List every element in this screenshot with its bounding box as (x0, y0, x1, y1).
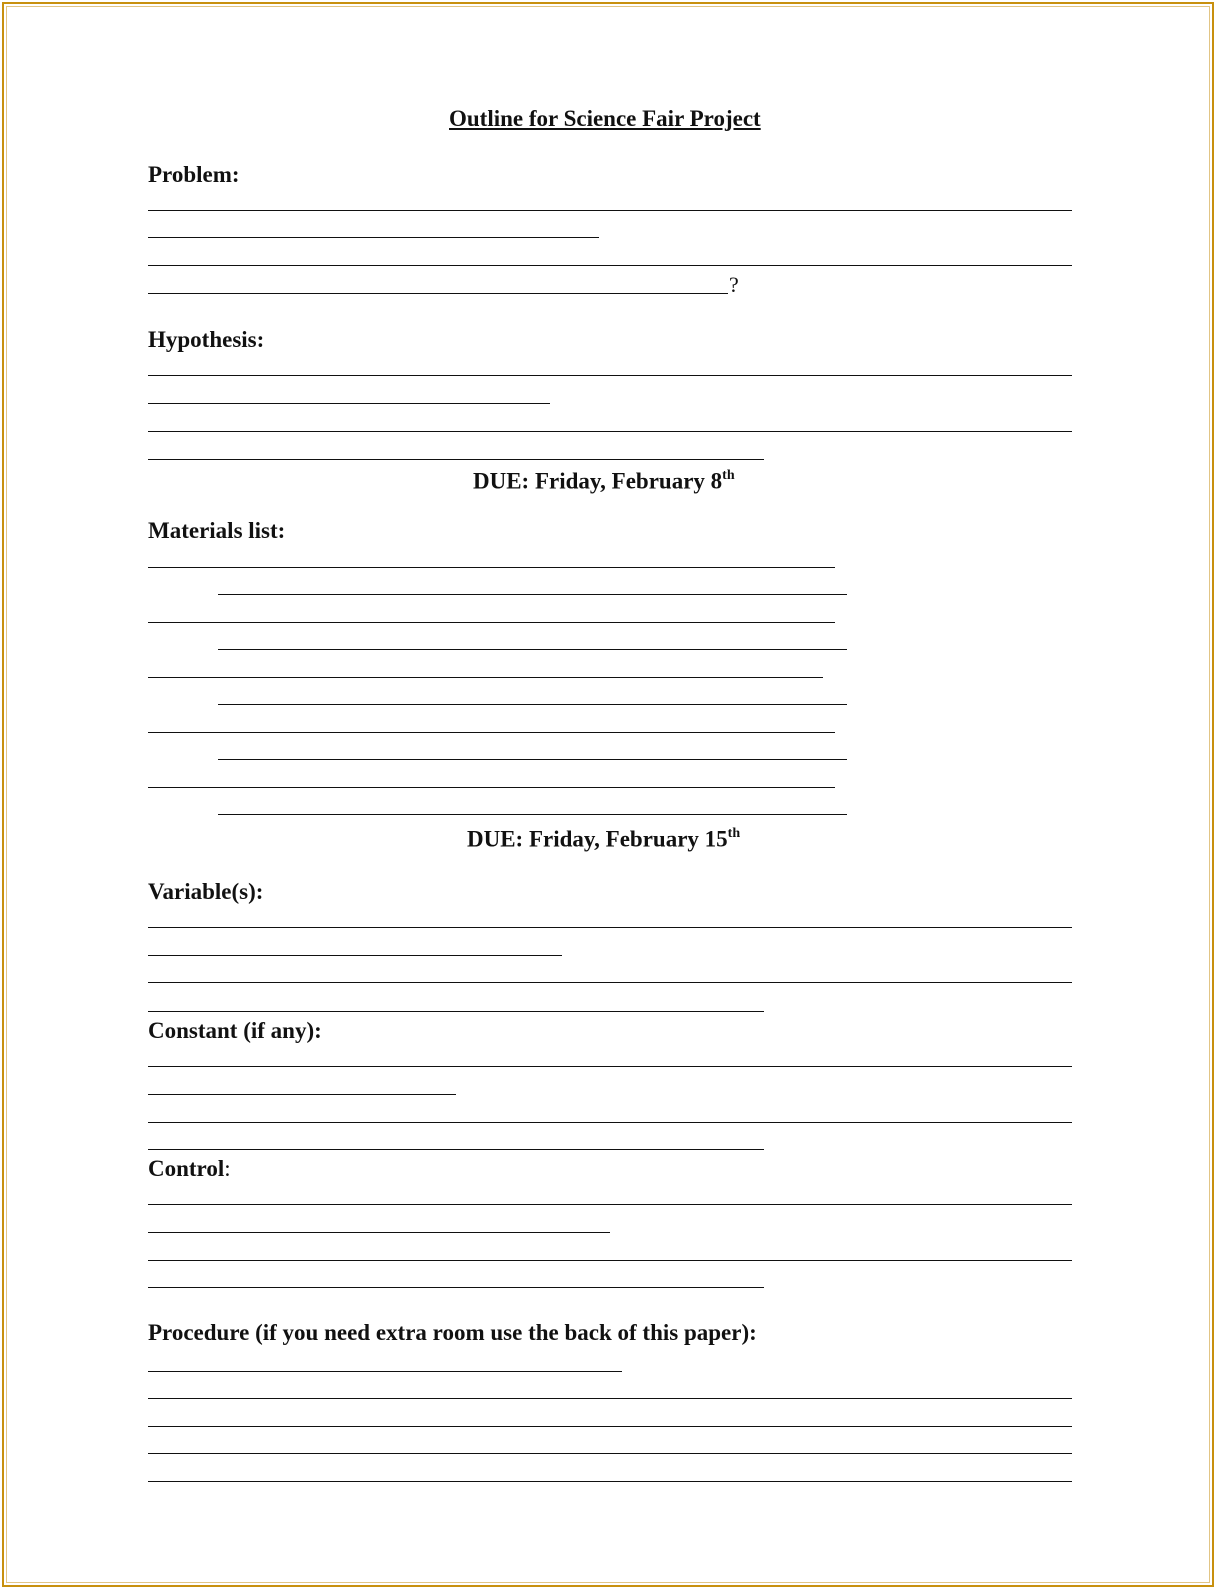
procedure-line-3[interactable] (148, 1426, 1072, 1427)
variables-line-3[interactable] (148, 982, 1072, 983)
problem-line-3[interactable] (148, 265, 1072, 266)
materials-line-8[interactable] (218, 759, 847, 760)
materials-line-4[interactable] (218, 649, 847, 650)
problem-line-2[interactable] (148, 237, 599, 238)
constant-line-3[interactable] (148, 1122, 1072, 1123)
due-date-2: DUE: Friday, February 15th (467, 826, 741, 852)
materials-line-1[interactable] (148, 567, 835, 568)
procedure-line-5[interactable] (148, 1481, 1072, 1482)
materials-line-2[interactable] (218, 594, 847, 595)
page-title: Outline for Science Fair Project (449, 106, 761, 131)
procedure-heading: Procedure (if you need extra room use the back of this paper): (148, 1320, 757, 1345)
variables-line-4[interactable] (148, 1011, 764, 1012)
hypothesis-heading: Hypothesis: (148, 327, 265, 352)
constant-line-4[interactable] (148, 1149, 764, 1150)
materials-line-7[interactable] (148, 732, 835, 733)
procedure-line-2[interactable] (148, 1398, 1072, 1399)
hypothesis-line-2[interactable] (148, 403, 550, 404)
problem-heading: Problem: (148, 162, 240, 187)
variables-heading: Variable(s): (148, 879, 264, 904)
procedure-line-1[interactable] (148, 1371, 622, 1372)
materials-line-6[interactable] (218, 704, 847, 705)
materials-line-10[interactable] (218, 814, 847, 815)
materials-line-3[interactable] (148, 622, 835, 623)
hypothesis-line-1[interactable] (148, 375, 1072, 376)
materials-line-5[interactable] (148, 677, 823, 678)
due-date-1: DUE: Friday, February 8th (473, 468, 735, 494)
control-line-1[interactable] (148, 1204, 1072, 1205)
control-line-4[interactable] (148, 1287, 764, 1288)
question-mark: ? (729, 272, 739, 297)
control-heading: Control: (148, 1156, 231, 1181)
control-line-3[interactable] (148, 1260, 1072, 1261)
constant-heading: Constant (if any): (148, 1018, 322, 1043)
problem-line-4[interactable] (148, 293, 728, 294)
hypothesis-line-3[interactable] (148, 431, 1072, 432)
materials-heading: Materials list: (148, 518, 286, 543)
materials-line-9[interactable] (148, 787, 835, 788)
constant-line-1[interactable] (148, 1066, 1072, 1067)
control-line-2[interactable] (148, 1232, 610, 1233)
variables-line-1[interactable] (148, 927, 1072, 928)
page-border-inner (6, 6, 1210, 1583)
hypothesis-line-4[interactable] (148, 459, 764, 460)
variables-line-2[interactable] (148, 955, 562, 956)
procedure-line-4[interactable] (148, 1453, 1072, 1454)
problem-line-1[interactable] (148, 210, 1072, 211)
constant-line-2[interactable] (148, 1094, 456, 1095)
